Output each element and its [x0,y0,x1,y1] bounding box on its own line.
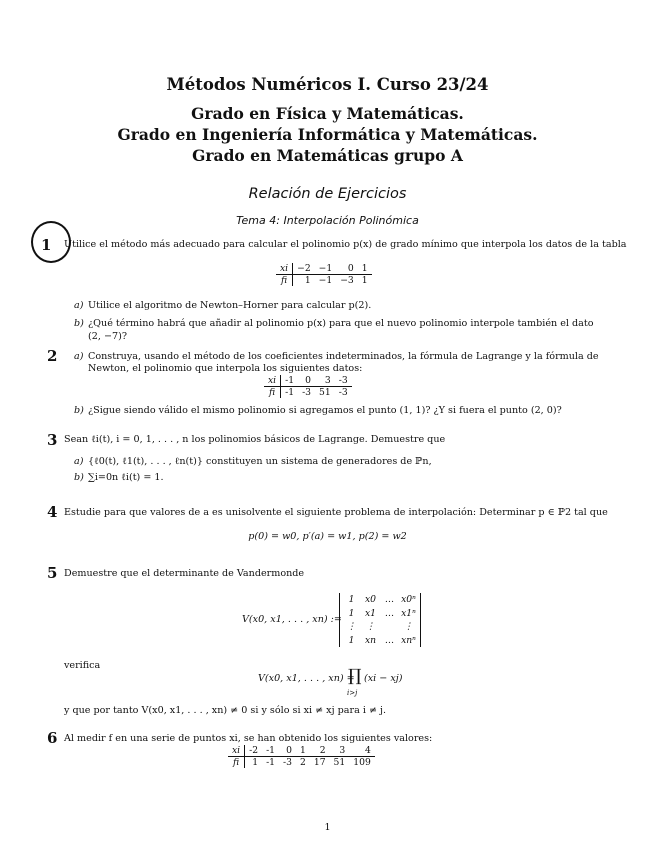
subtitle: Relación de Ejercicios [248,186,407,202]
degree-line-2: Grado en Ingeniería Informática y Matemáticas. [117,125,538,144]
matrix-row [342,607,418,621]
exercise-3a [74,456,432,469]
exercise-5-text: Demuestre que el determinante de Vandermonde [64,568,305,579]
table-cell: -3 [283,757,292,768]
table-cell: −3 [340,275,354,286]
exercise-2a [74,351,614,364]
product-lhs: V(x0, x1, . . . , xn) = [258,673,355,684]
table-cell: 0 [336,263,358,275]
table-header: fi [276,275,293,287]
table-cell: -3 [302,387,312,398]
table-cell: 1 [361,275,368,286]
matrix-cell: x1ⁿ [401,607,416,619]
item-text: ¿Sigue siendo válido el mismo polinomio si agregamos el punto (1, 1)? ¿Y si fuera el punto (2, 0)? [88,405,562,416]
matrix-row [342,593,418,607]
exercise-1b [74,318,614,331]
table-cell: 0 [279,745,296,757]
table-cell: 51 [333,757,346,768]
matrix-cell: xnⁿ [401,634,416,646]
table-cell: 1 [296,745,310,757]
matrix-cell: 1 [348,594,355,605]
exercise-2a-line2: Newton, el polinomio que interpola los siguientes datos: [88,363,363,374]
item-label: a) [74,300,84,311]
matrix-cell: ⋮ [346,621,357,632]
matrix-cell: x0 [364,594,377,605]
table-cell: -3 [335,375,352,387]
matrix-cell: ⋮ [403,621,414,632]
item-text: {ℓ0(t), ℓ1(t), . . . , ℓn(t)} constituyen un sistema de generadores de ℙn, [88,456,432,467]
product-symbol: ∏ [348,666,362,686]
table-cell: 1 [252,757,259,768]
table-header: xi [276,263,293,275]
matrix-cell: x1 [364,607,377,619]
table-cell: −1 [315,263,337,275]
exercise-2b [74,405,562,418]
item-text: Utilice el algoritmo de Newton–Horner para calcular p(2). [88,300,372,311]
table-cell: 3 [330,745,350,757]
item-label: b) [74,472,84,483]
exercise-1b-line2: (2, −7)? [88,331,127,342]
matrix-cell: 1 [348,607,355,619]
exercise-4-equation: p(0) = w0, p′(a) = w1, p(2) = w2 [248,531,407,542]
matrix-cell: 1 [348,634,355,646]
exercise-1-number: 1 [41,236,52,254]
exercise-3-number: 3 [47,431,58,449]
exercise-6-number: 6 [47,729,58,747]
product-term: (xi − xj) [364,673,403,684]
table-header: xi [228,745,245,757]
degree-line-3: Grado en Matemáticas grupo A [192,146,463,165]
table-cell: 0 [298,375,315,387]
table-cell: -1 [285,387,295,398]
matrix-cell: x0ⁿ [401,594,416,605]
matrix-cell: … [384,607,395,619]
page-number: 1 [324,822,331,833]
exercise-4-text: Estudie para que valores de a es unisolvente el siguiente problema de interpolación: Determinar p ∈ ℙ2 tal que [64,507,608,518]
table-cell: 4 [349,745,375,757]
table-cell: 3 [315,375,335,387]
exercise-5-conclusion: y que por tanto V(x0, x1, . . . , xn) ≠ 0 si y sólo si xi ≠ xj para i ≠ j. [64,705,387,716]
vandermonde-lhs: V(x0, x1, . . . , xn) := [242,614,342,625]
item-text: ∑i=0n ℓi(t) = 1. [88,472,164,483]
table-cell: 2 [310,745,330,757]
table-cell: 2 [299,757,306,768]
exercise-1a [74,300,371,313]
table-cell: -2 [245,745,262,757]
matrix-cell [380,620,399,634]
table-header: xi [264,375,281,387]
exercise-5-number: 5 [47,564,58,582]
table-cell: -1 [266,757,276,768]
exercise-1-table [276,263,372,286]
table-cell: −1 [318,275,333,286]
exercise-6-table [228,745,375,768]
product-subscript: i>j [347,689,358,697]
table-header: fi [264,387,281,399]
exercise-2-table [264,375,352,398]
degree-line-1: Grado en Física y Matemáticas. [191,104,464,123]
exercise-2-number: 2 [47,347,58,365]
table-cell: -1 [281,375,298,387]
exercise-3-text: Sean ℓi(t), i = 0, 1, . . . , n los polinomios básicos de Lagrange. Demuestre que [64,434,446,445]
exercise-3b [74,472,164,485]
item-label: a) [74,456,84,467]
item-text: ¿Qué término habrá que añadir al polinomio p(x) para que el nuevo polinomio interpole también el dato [88,318,594,329]
matrix-cell: xn [364,634,377,646]
item-text: Construya, usando el método de los coeficientes indeterminados, la fórmula de Lagrange y la fórmula de [88,351,599,362]
exercise-1-text: Utilice el método más adecuado para calcular el polinomio p(x) de grado mínimo que interpola los datos de la tabla [64,239,627,250]
table-header: fi [228,757,245,769]
page-title: Métodos Numéricos I. Curso 23/24 [166,75,489,94]
matrix-cell: … [384,594,395,605]
vandermonde-matrix [339,593,421,647]
exercise-6-text: Al medir f en una serie de puntos xi, se han obtenido los siguientes valores: [64,733,433,744]
matrix-cell: ⋮ [365,621,376,632]
table-cell: -3 [338,387,348,398]
item-label: a) [74,351,84,362]
table-cell: 1 [304,275,311,286]
table-cell: 51 [319,387,331,398]
matrix-row [342,620,418,634]
verifica-text: verifica [64,660,101,671]
item-label: b) [74,405,84,416]
topic: Tema 4: Interpolación Polinómica [236,214,419,227]
table-cell: −2 [293,263,315,275]
table-cell: 109 [353,757,371,768]
matrix-row [342,634,418,648]
table-cell: 17 [313,757,326,768]
table-cell: 1 [358,263,372,275]
exercise-4-number: 4 [47,503,58,521]
table-cell: -1 [262,745,279,757]
item-label: b) [74,318,84,329]
matrix-cell: … [384,634,395,646]
